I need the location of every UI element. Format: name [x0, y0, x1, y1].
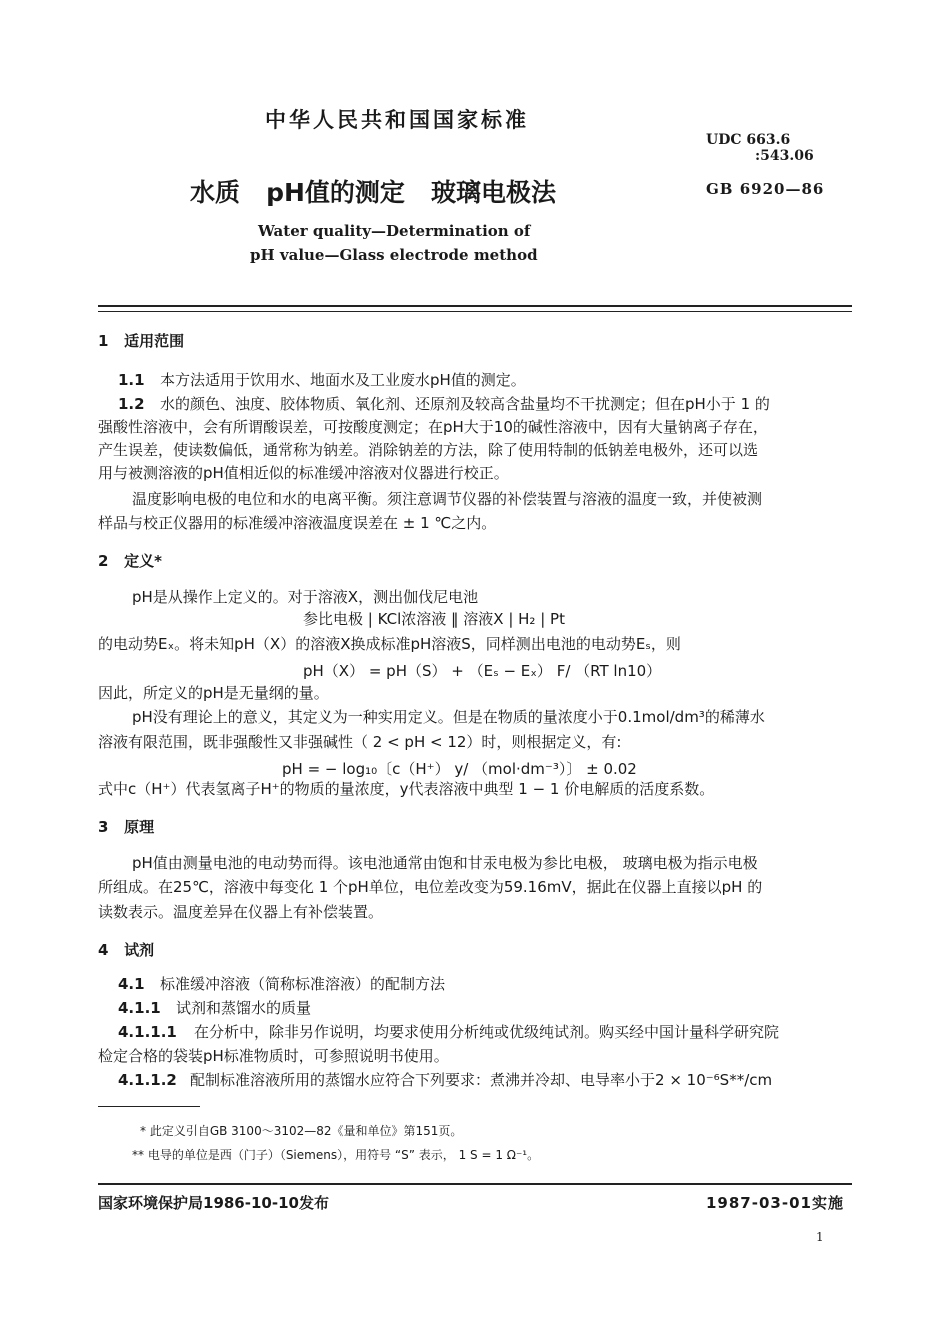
clause-1-2-line4: 用与被测溶液的pH值相近似的标准缓冲溶液对仪器进行校正。: [98, 464, 509, 482]
clause-4-1-1-number: 4.1.1: [118, 999, 161, 1017]
clause-4-1-1-1-line2: 检定合格的袋装pH标准物质时，可参照说明书使用。: [98, 1047, 449, 1065]
section-1-heading: 1 适用范围: [98, 332, 185, 350]
section-2-heading: 2 定义*: [98, 552, 162, 570]
clause-4-1-1-text: 试剂和蒸馏水的质量: [176, 999, 312, 1017]
gb-number: GB 6920—86: [706, 180, 825, 198]
definition-line5: 因此，所定义的pH是无量纲的量。: [98, 684, 329, 702]
section-4-heading: 4 试剂: [98, 941, 155, 959]
definition-line1: pH是从操作上定义的。对于溶液X，测出伽伐尼电池: [132, 588, 479, 606]
national-standard-label: 中华人民共和国国家标准: [265, 108, 529, 132]
clause-1-2-line1: 水的颜色、浊度、胶体物质、氧化剂、还原剂及较高含盐量均不干扰测定；但在pH小于 1 的: [160, 395, 770, 413]
ph-definition-equation: pH（X） = pH（S） + （Eₛ − Eₓ） F/ （RT ln10）: [303, 662, 662, 680]
footer-rule: [98, 1183, 852, 1185]
clause-4-1-1-1-number: 4.1.1.1: [118, 1023, 177, 1041]
clause-1-2-line2: 强酸性溶液中，会有所谓酸误差，可按酸度测定；在pH大于10的碱性溶液中，因有大量钠离子存在，: [98, 418, 768, 436]
ph-activity-equation: pH = − log₁₀〔c（H⁺） y/ （mol·dm⁻³）〕 ± 0.02: [282, 760, 637, 778]
galvanic-cell-notation: 参比电极 | KCl浓溶液 ‖ 溶液X | H₂ | Pt: [303, 610, 565, 628]
section-3-heading: 3 原理: [98, 818, 155, 836]
page-number: 1: [816, 1230, 824, 1244]
definition-line6: pH没有理论上的意义，其定义为一种实用定义。但是在物质的量浓度小于0.1mol/dm³的稀薄水: [132, 708, 765, 726]
definition-line3: 的电动势Eₓ。将未知pH（X）的溶液X换成标准pH溶液S，同样测出电池的电动势Eₛ，则: [98, 635, 681, 653]
issue-date: 国家环境保护局1986-10-10发布: [98, 1194, 329, 1212]
footnote-1: * 此定义引自GB 3100～3102—82《量和单位》第151页。: [140, 1124, 463, 1138]
document-title-cn: 水质 pH值的测定 玻璃电极法: [190, 178, 557, 207]
footnote-2: ** 电导的单位是西（门子）（Siemens），用符号 “S” 表示， 1 S = 1 Ω⁻¹。: [132, 1148, 540, 1162]
udc-code-line2: :543.06: [755, 148, 814, 164]
clause-1-3-line1: 温度影响电极的电位和水的电离平衡。须注意调节仪器的补偿装置与溶液的温度一致，并使被测: [132, 490, 763, 508]
header-rule-thick: [98, 305, 852, 307]
clause-4-1-1-2-line1: 配制标准溶液所用的蒸馏水应符合下列要求：煮沸并冷却、电导率小于2 × 10⁻⁶S**/cm: [190, 1071, 773, 1089]
effective-date: 1987-03-01实施: [706, 1194, 844, 1212]
definition-line7: 溶液有限范围，既非强酸性又非强碱性（ 2 < pH < 12）时，则根据定义，有:: [98, 733, 622, 751]
udc-code-line1: UDC 663.6: [706, 132, 791, 148]
clause-1-1-text: 本方法适用于饮用水、地面水及工业废水pH值的测定。: [160, 371, 526, 389]
header-rule-thin: [98, 311, 852, 312]
clause-1-1-number: 1.1: [118, 371, 145, 389]
document-title-en-line1: Water quality—Determination of: [258, 222, 531, 240]
definition-line9: 式中c（H⁺）代表氢离子H⁺的物质的量浓度，y代表溶液中典型 1 − 1 价电解质的活度系数。: [98, 780, 715, 798]
principle-line3: 读数表示。温度差异在仪器上有补偿装置。: [98, 903, 384, 921]
principle-line2: 所组成。在25℃，溶液中每变化 1 个pH单位，电位差改变为59.16mV，据此在仪器上直接以pH 的: [98, 878, 763, 896]
clause-1-2-number: 1.2: [118, 395, 145, 413]
clause-4-1-1-1-line1: 在分析中，除非另作说明，均要求使用分析纯或优级纯试剂。购买经中国计量科学研究院: [194, 1023, 780, 1041]
footnote-separator: [98, 1106, 200, 1107]
clause-4-1-number: 4.1: [118, 975, 145, 993]
document-title-en-line2: pH value—Glass electrode method: [250, 246, 538, 264]
clause-1-2-line3: 产生误差，使读数偏低，通常称为钠差。消除钠差的方法，除了使用特制的低钠差电极外，还可以选: [98, 441, 759, 459]
principle-line1: pH值由测量电池的电动势而得。该电池通常由饱和甘汞电极为参比电极， 玻璃电极为指示电极: [132, 854, 758, 872]
clause-1-3-line2: 样品与校正仪器用的标准缓冲溶液温度误差在 ± 1 ℃之内。: [98, 514, 497, 532]
clause-4-1-1-2-number: 4.1.1.2: [118, 1071, 177, 1089]
clause-4-1-text: 标准缓冲溶液（简称标准溶液）的配制方法: [160, 975, 446, 993]
